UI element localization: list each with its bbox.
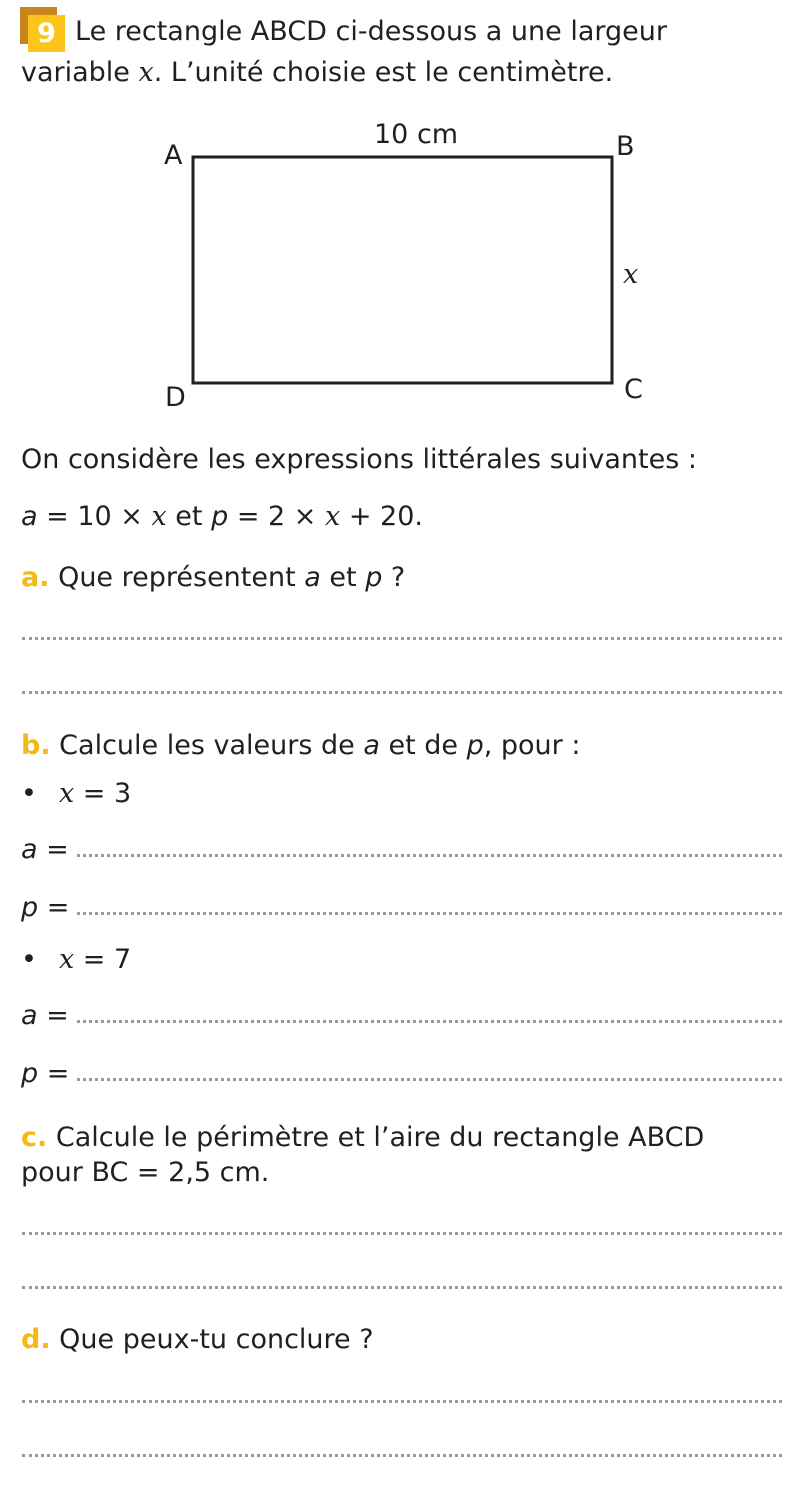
answer-line-b1-a[interactable] xyxy=(77,854,782,857)
vertex-label-c: C xyxy=(624,374,643,405)
case2-a-label: a = xyxy=(21,1000,69,1031)
vertex-label-d: D xyxy=(165,382,186,413)
expressions-lead: On considère les expressions littérales suivantes : xyxy=(21,444,697,475)
intro-line-1: Le rectangle ABCD ci-dessous a une largeur xyxy=(75,16,667,47)
length-label-top: 10 cm xyxy=(374,119,459,150)
question-c-line-2: pour BC = 2,5 cm. xyxy=(21,1157,270,1188)
question-b: b. Calcule les valeurs de a et de p, pour : xyxy=(21,730,581,761)
question-a: a. Que représentent a et p ? xyxy=(21,562,406,593)
question-d: d. Que peux-tu conclure ? xyxy=(21,1324,374,1355)
answer-line-b2-a[interactable] xyxy=(77,1020,782,1023)
case1-a-label: a = xyxy=(21,834,69,865)
case2-p-label: p = xyxy=(21,1058,70,1089)
vertex-label-a: A xyxy=(164,140,183,171)
answer-line-c2[interactable] xyxy=(22,1286,782,1289)
answer-line-b1-p[interactable] xyxy=(77,912,782,915)
question-c-line-1: c. Calcule le périmètre et l’aire du rectangle ABCD xyxy=(21,1122,705,1153)
width-label-x: x xyxy=(623,259,639,290)
answer-line-b2-p[interactable] xyxy=(77,1078,782,1081)
answer-line-a1[interactable] xyxy=(22,637,782,640)
case-x-7: • x = 7 xyxy=(21,944,132,975)
expressions-formula: a = 10 × x et p = 2 × x + 20. xyxy=(21,501,423,532)
intro-line-2: variable x. L’unité choisie est le centimètre. xyxy=(21,57,614,88)
answer-line-d1[interactable] xyxy=(22,1400,782,1403)
case1-p-label: p = xyxy=(21,892,70,923)
rectangle-figure xyxy=(0,0,803,430)
rectangle-abcd xyxy=(193,157,612,383)
answer-line-c1[interactable] xyxy=(22,1232,782,1235)
variable-x: x xyxy=(138,57,154,88)
exercise-number-badge: 9 xyxy=(28,15,65,52)
vertex-label-b: B xyxy=(616,131,635,162)
case-x-3: • x = 3 xyxy=(21,778,132,809)
answer-line-d2[interactable] xyxy=(22,1454,782,1457)
answer-line-a2[interactable] xyxy=(22,691,782,694)
